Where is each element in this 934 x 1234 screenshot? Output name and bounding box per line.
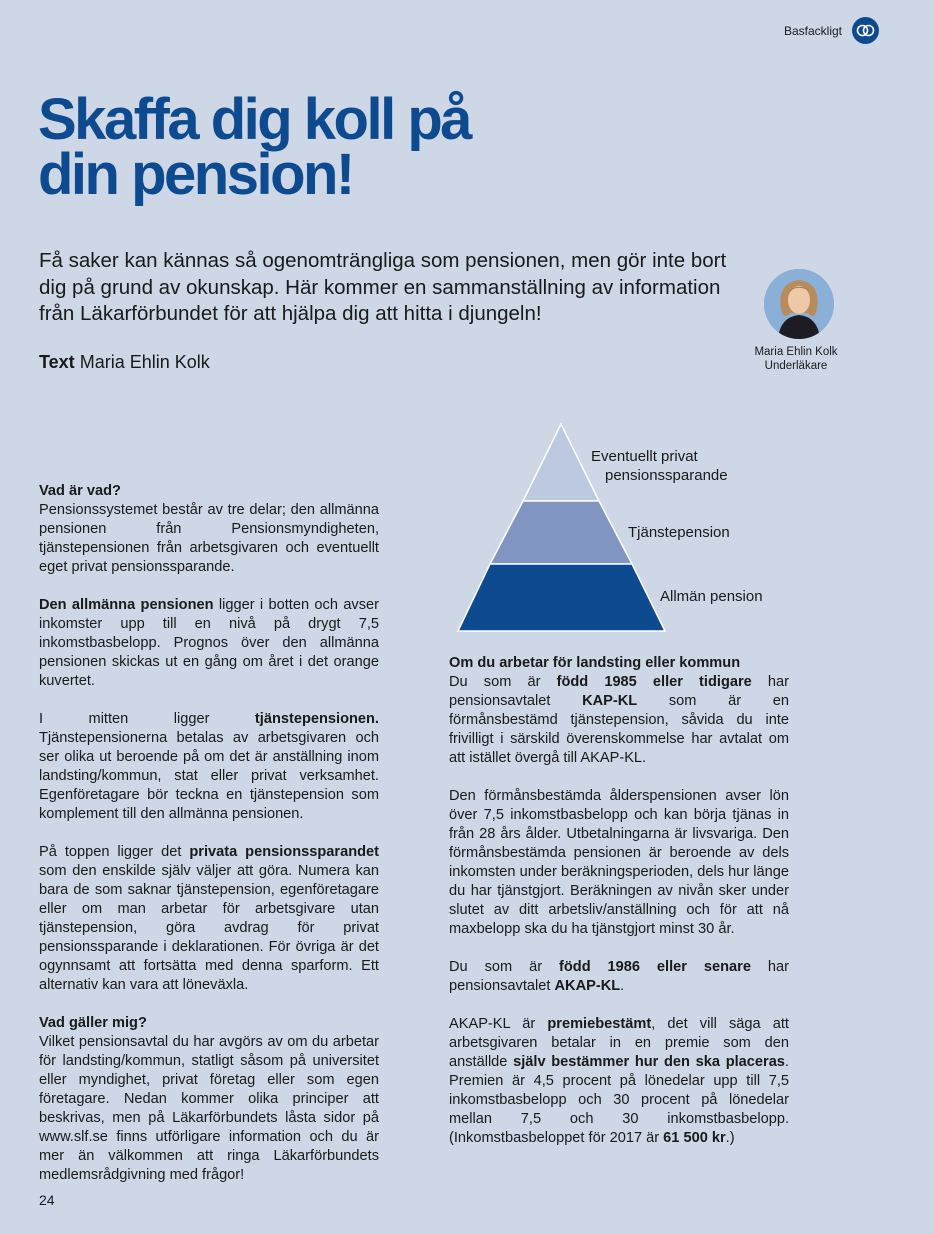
bold-text: själv bestämmer hur den ska placeras — [513, 1054, 785, 1070]
bold-text: privata pensionssparandet — [189, 844, 379, 860]
body-text: . — [620, 978, 625, 994]
pyramid-label-public: Allmän pension — [660, 588, 763, 605]
heading-landsting-kommun: Om du arbetar för landsting eller kommun — [449, 655, 741, 671]
pyramid-label-occupational: Tjänstepension — [628, 524, 730, 541]
pyramid-label-private-1: Eventuellt privat — [591, 448, 698, 465]
paragraph-tjanstepension — [39, 710, 379, 824]
body-text: Tjänstepensionerna betalas av arbetsgivaren och ser olika ut beroende på om det är anställning inom landsting/kommun, stat eller privat verksamhet. Egenföretagare bör teckna en tjänstepension som komplement till den allmänna pensionen. — [39, 730, 379, 822]
bold-text: premiebestämt — [547, 1016, 652, 1032]
body-text: Du som är — [449, 959, 559, 975]
right-column — [449, 654, 789, 1167]
headline — [38, 87, 638, 207]
bold-text: Den allmänna pensionen — [39, 597, 214, 613]
paragraph-privat-sparande — [39, 843, 379, 995]
byline-label: Text — [39, 352, 75, 372]
left-column — [39, 482, 379, 1204]
body-text: .) — [725, 1130, 735, 1146]
paragraph-kap-kl — [449, 673, 789, 768]
byline-author: Maria Ehlin Kolk — [79, 352, 210, 372]
headline-line-1: Skaffa dig koll på — [38, 87, 470, 152]
author-photo — [764, 269, 834, 339]
body-text: . Premien är 4,5 procent på lönedelar upp till 7,5 inkomstbasbelopp och 30 procent på lönedelar mellan 7,5 och 30 inkomstbasbelopp. (Inkomstbasbeloppet för 2017 är — [449, 1054, 789, 1146]
paragraph-formansbestamd: Den förmånsbestämda ålderspensionen avser lön över 7,5 inkomstbasbelopp och kan börja tjänas in från 28 års ålder. Utbetalningarna är livsvariga. Den förmånsbestämda pensionen är beroende av dels inkomsten under beräkningsperioden, dels hur länge du har tjänstgjort. Beräkningen av nivån sker under slutet av ditt arbetsliv/anställning och för att nå maxbelopp ska du ha tjänstgjort minst 30 år. — [449, 788, 789, 937]
author-caption — [740, 345, 852, 373]
heading-vad-galler-mig: Vad gäller mig? — [39, 1015, 147, 1031]
pyramid-label-private-2: pensionssparande — [605, 467, 728, 484]
page-number: 24 — [39, 1192, 55, 1208]
section-label: Basfackligt — [783, 24, 842, 38]
body-text: som är en förmånsbestämd tjänstepension, såvida du inte frivilligt i särskild överenskommelse har avtalat om att istället övergå till AKAP-KL. — [449, 693, 789, 766]
bold-text: 61 500 kr — [663, 1130, 726, 1146]
paragraph-system: Pensionssystemet består av tre delar; den allmänna pensionen från Pensionsmyndigheten, tjänstepensionen från arbetsgivaren och eventuellt eget privat pensionssparande. — [39, 502, 379, 575]
bold-text: född 1986 eller senare — [559, 959, 751, 975]
bold-text: född 1985 eller tidigare — [556, 674, 752, 690]
heading-vad-ar-vad: Vad är vad? — [39, 483, 121, 499]
body-text: har pensionsavtalet — [449, 959, 789, 994]
pyramid-level-private — [523, 424, 599, 501]
paragraph-premiebestamt — [449, 1015, 789, 1148]
paragraph-pensionsavtal: Vilket pensionsavtal du har avgörs av om du arbetar för landsting/kommun, statligt såsom på universitet eller myndighet, privat företag eller som egen företagare. Nedan kommer olika principer att beskrivas, men på Läkarförbundets låsta sidor på www.slf.se finns utförligare information och du är mer än välkommen att ringa Läkarförbundets medlemsrådgivning med frågor! — [39, 1034, 379, 1183]
body-text: Du som är — [449, 674, 557, 690]
body-text: AKAP-KL är — [449, 1016, 548, 1032]
body-text: har pensionsavtalet — [449, 674, 789, 709]
body-text: , det vill säga att arbetsgivaren betalar in en premie som den anställde — [449, 1016, 789, 1070]
pyramid-level-occupational — [490, 501, 632, 564]
author-portrait-graphic — [764, 269, 834, 339]
author-name: Maria Ehlin Kolk — [754, 346, 838, 358]
bold-text: AKAP-KL — [554, 978, 621, 994]
paragraph-akap-kl — [449, 958, 789, 996]
pension-pyramid-diagram — [455, 420, 785, 640]
paragraph-allman-pension — [39, 596, 379, 691]
headline-line-2: din pension! — [38, 142, 353, 207]
author-title: Underläkare — [764, 360, 828, 372]
lead-paragraph: Få saker kan kännas så ogenomträngliga som pensionen, men gör inte bort dig på grund av okunskap. Här kommer en sammanställning av information från Läkarförbundet för att hjälpa dig att hitta i djungeln! — [39, 249, 727, 325]
rings-icon — [852, 17, 879, 44]
pyramid-level-public — [458, 564, 665, 631]
body-text: På toppen ligger det — [39, 844, 190, 860]
bold-text: tjänstepensionen. — [254, 711, 379, 727]
body-text: I mitten ligger — [39, 711, 255, 727]
byline — [39, 352, 210, 373]
bold-text: KAP-KL — [582, 693, 638, 709]
rings-icon-graphic — [856, 24, 875, 37]
body-text: ligger i botten och avser inkomster upp till en nivå på drygt 7,5 inkomstbasbelopp. Prognos över den allmänna pensionen skickas ut en gång om året i det orange kuvertet. — [39, 597, 379, 689]
body-text: som den enskilde själv väljer att göra. Numera kan bara de som saknar tjänstepension, egenföretagare eller om man arbetar för arbetsgivare utan tjänstepension, göra avdrag för privat pensionssparande i deklarationen. För övriga är det ogynnsamt att fortsätta med denna sparform. Ett alternativ kan vara att löneväxla. — [39, 863, 379, 993]
